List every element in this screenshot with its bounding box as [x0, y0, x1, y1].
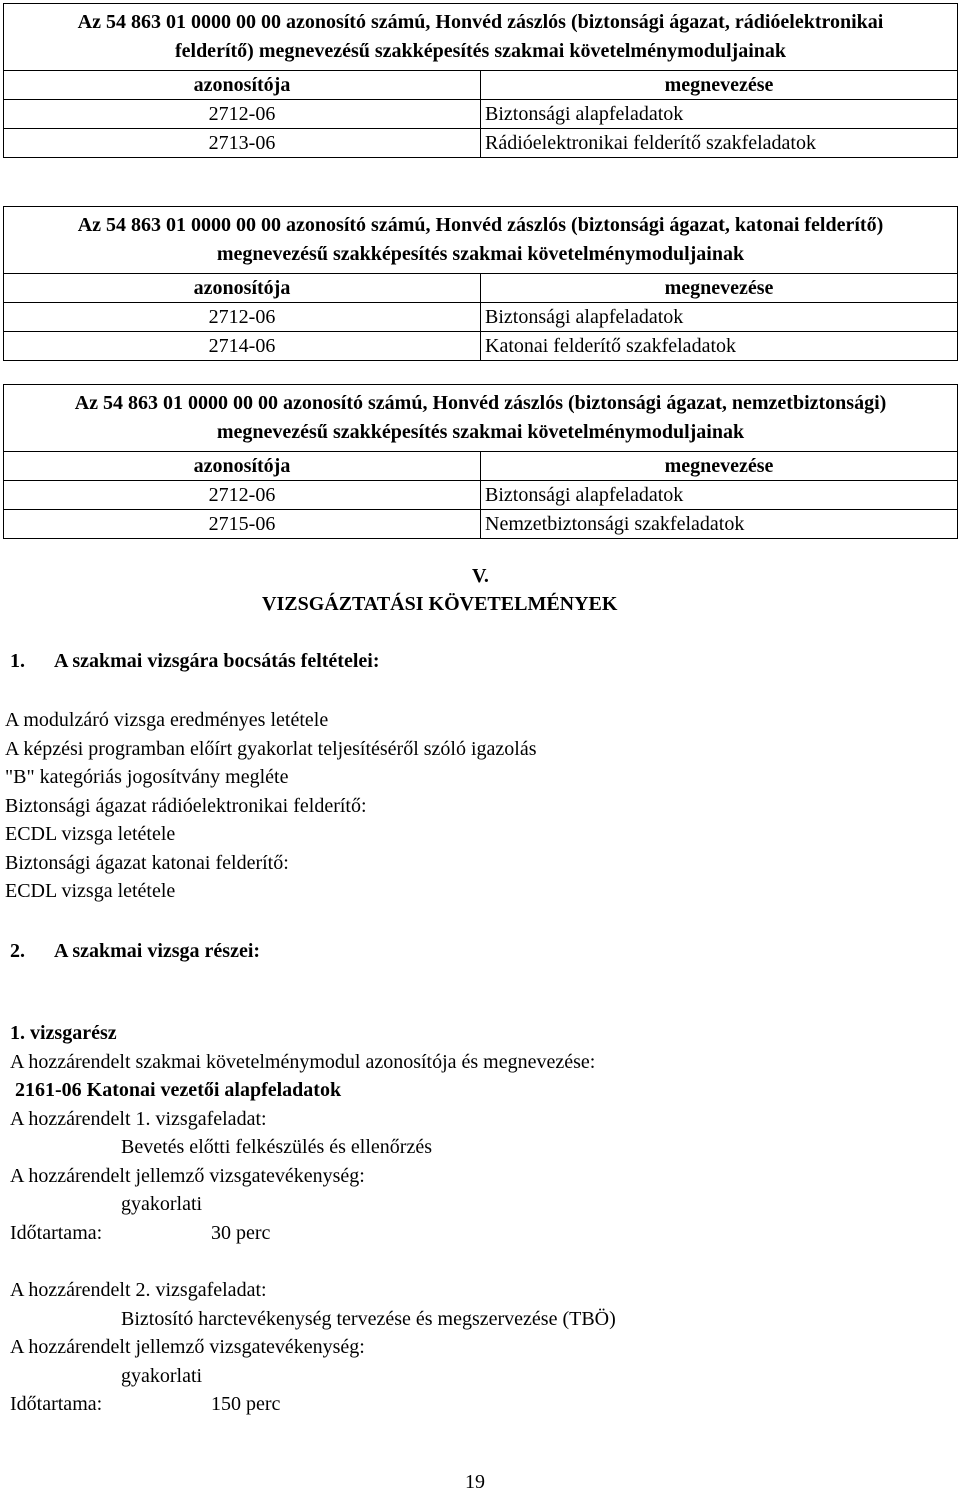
module-table-1 [3, 3, 958, 158]
module-name: Katonai felderítő szakfeladatok [481, 332, 958, 361]
module-name: 2161-06 Katonai vezetői alapfeladatok [15, 1079, 342, 1101]
module-id: 2715-06 [4, 510, 481, 539]
section2-num: 2. [10, 940, 25, 962]
module-name: Biztonsági alapfeladatok [481, 303, 958, 332]
task2-activity-label: A hozzárendelt jellemző vizsgatevékenység: [10, 1336, 365, 1358]
module-name: Biztonsági alapfeladatok [481, 481, 958, 510]
module-table-2 [3, 206, 958, 361]
col-header-name: megnevezése [481, 71, 958, 100]
module-name: Nemzetbiztonsági szakfeladatok [481, 510, 958, 539]
condition-line: Biztonsági ágazat katonai felderítő: [5, 852, 289, 874]
task1-duration-label: Időtartama: [10, 1222, 103, 1244]
module-intro: A hozzárendelt szakmai követelménymodul azonosítója és megnevezése: [10, 1051, 596, 1073]
table-title: Az 54 863 01 0000 00 00 azonosító számú, Honvéd zászlós (biztonsági ágazat, rádióelektronikai felderítő) megnevezésű szakképesítés szakmai követelménymoduljainak [4, 4, 958, 71]
task1-activity: gyakorlati [121, 1193, 203, 1215]
module-id: 2714-06 [4, 332, 481, 361]
condition-line: ECDL vizsga letétele [5, 880, 176, 902]
chapter-title: VIZSGÁZTATÁSI KÖVETELMÉNYEK [262, 593, 618, 615]
col-header-name: megnevezése [481, 452, 958, 481]
exam-part-title: 1. vizsgarész [10, 1022, 117, 1044]
table-title: Az 54 863 01 0000 00 00 azonosító számú, Honvéd zászlós (biztonsági ágazat, nemzetbiztonsági) megnevezésű szakképesítés szakmai követelménymoduljainak [4, 385, 958, 452]
module-id: 2712-06 [4, 481, 481, 510]
module-id: 2712-06 [4, 100, 481, 129]
section1-heading: A szakmai vizsgára bocsátás feltételei: [54, 650, 380, 672]
condition-line: ECDL vizsga letétele [5, 823, 176, 845]
task2-duration-label: Időtartama: [10, 1393, 103, 1415]
task2-label: A hozzárendelt 2. vizsgafeladat: [10, 1279, 267, 1301]
module-id: 2713-06 [4, 129, 481, 158]
task2-duration: 150 perc [211, 1393, 281, 1415]
col-header-id: azonosítója [4, 452, 481, 481]
condition-line: A képzési programban előírt gyakorlat teljesítéséről szóló igazolás [5, 738, 537, 760]
table-row [4, 129, 958, 158]
condition-line: "B" kategóriás jogosítvány megléte [5, 766, 289, 788]
table-title: Az 54 863 01 0000 00 00 azonosító számú, Honvéd zászlós (biztonsági ágazat, katonai felderítő) megnevezésű szakképesítés szakmai követelménymoduljainak [4, 207, 958, 274]
chapter-number: V. [472, 565, 489, 587]
module-table-3 [3, 384, 958, 539]
task1-value: Bevetés előtti felkészülés és ellenőrzés [121, 1136, 432, 1158]
module-id: 2712-06 [4, 303, 481, 332]
col-header-name: megnevezése [481, 274, 958, 303]
task1-label: A hozzárendelt 1. vizsgafeladat: [10, 1108, 267, 1130]
task1-activity-label: A hozzárendelt jellemző vizsgatevékenység: [10, 1165, 365, 1187]
module-name: Rádióelektronikai felderítő szakfeladatok [481, 129, 958, 158]
section1-num: 1. [10, 650, 25, 672]
table-row [4, 303, 958, 332]
task1-duration: 30 perc [211, 1222, 271, 1244]
task2-activity: gyakorlati [121, 1365, 203, 1387]
table-row [4, 100, 958, 129]
section2-heading: A szakmai vizsga részei: [54, 940, 261, 962]
col-header-id: azonosítója [4, 274, 481, 303]
table-row [4, 481, 958, 510]
condition-line: A modulzáró vizsga eredményes letétele [5, 709, 329, 731]
table-row [4, 332, 958, 361]
condition-line: Biztonsági ágazat rádióelektronikai felderítő: [5, 795, 367, 817]
col-header-id: azonosítója [4, 71, 481, 100]
page-number: 19 [465, 1471, 485, 1493]
table-row [4, 510, 958, 539]
module-name: Biztonsági alapfeladatok [481, 100, 958, 129]
task2-value: Biztosító harctevékenység tervezése és megszervezése (TBÖ) [121, 1308, 616, 1330]
